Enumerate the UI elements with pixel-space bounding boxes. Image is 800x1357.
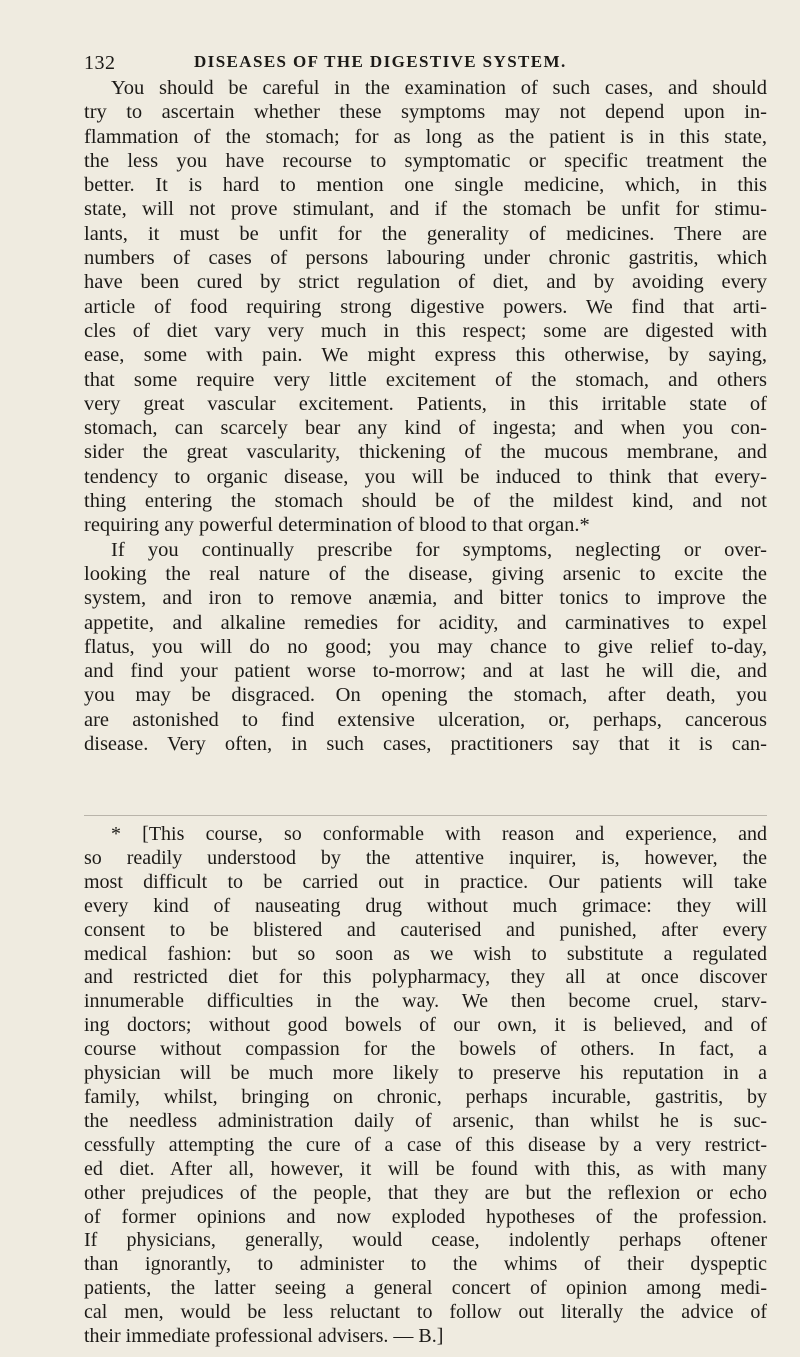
text-line: that some require very little excitement of the stomach, and others: [84, 368, 767, 391]
text-line: disease. Very often, in such cases, practitioners say that it is can-: [84, 733, 767, 756]
footnote-line: course without compassion for the bowels of others. In fact, a: [84, 1038, 767, 1061]
footnote-line: most difficult to be carried out in practice. Our patients will take: [84, 870, 767, 893]
footnote-line: of former opinions and now exploded hypotheses of the profession.: [84, 1205, 767, 1228]
footnote-line: the needless administration daily of arsenic, than whilst he is suc-: [84, 1109, 767, 1132]
text-line: very great vascular excitement. Patients, in this irritable state of: [84, 392, 767, 415]
text-line: ease, some with pain. We might express this otherwise, by saying,: [84, 344, 767, 367]
text-line: are astonished to find extensive ulceration, or, perhaps, cancerous: [84, 708, 767, 731]
footnote-line: innumerable difficulties in the way. We then become cruel, starv-: [84, 990, 767, 1013]
footnote-line: If physicians, generally, would cease, indolently perhaps oftener: [84, 1229, 767, 1252]
text-line: try to ascertain whether these symptoms may not depend upon in-: [84, 101, 767, 124]
footnote-line: cal men, would be less reluctant to follow out literally the advice of: [84, 1301, 767, 1324]
footnote-line: other prejudices of the people, that they are but the reflexion or echo: [84, 1181, 767, 1204]
footnote-line: patients, the latter seeing a general concert of opinion among medi-: [84, 1277, 767, 1300]
text-line: thing entering the stomach should be of the mildest kind, and not: [84, 490, 767, 513]
footnote: [84, 823, 767, 1349]
text-line: You should be careful in the examination of such cases, and should: [111, 77, 767, 99]
footnote-line: cessfully attempting the cure of a case of this disease by a very restrict-: [84, 1133, 767, 1156]
text-line: stomach, can scarcely bear any kind of ingesta; and when you con-: [84, 417, 767, 440]
text-line: tendency to organic disease, you will be induced to think that every-: [84, 465, 767, 488]
footnote-line: so readily understood by the attentive inquirer, is, however, the: [84, 846, 767, 869]
text-line: appetite, and alkaline remedies for acidity, and carminatives to expel: [84, 611, 767, 634]
text-line: flatus, you will do no good; you may chance to give relief to-day,: [84, 635, 767, 658]
text-line: you may be disgraced. On opening the stomach, after death, you: [84, 684, 767, 707]
footnote-line: medical fashion: but so soon as we wish to substitute a regulated: [84, 942, 767, 965]
footnote-line: and restricted diet for this polypharmacy, they all at once discover: [84, 966, 767, 989]
footnote-divider: [84, 815, 767, 816]
chapter-title: DISEASES OF THE DIGESTIVE SYSTEM.: [194, 52, 567, 71]
text-line: flammation of the stomach; for as long as the patient is in this state,: [84, 125, 767, 148]
text-line: and find your patient worse to-morrow; and at last he will die, and: [84, 660, 767, 683]
text-line: the less you have recourse to symptomatic or specific treatment the: [84, 149, 767, 172]
text-line: looking the real nature of the disease, giving arsenic to excite the: [84, 562, 767, 585]
footnote-line: family, whilst, bringing on chronic, perhaps incurable, gastritis, by: [84, 1085, 767, 1108]
page-number: 132: [84, 52, 116, 74]
text-line: state, will not prove stimulant, and if the stomach be unfit for stimu-: [84, 198, 767, 221]
footnote-line: every kind of nauseating drug without much grimace: they will: [84, 894, 767, 917]
text-line: numbers of cases of persons labouring under chronic gastritis, which: [84, 247, 767, 270]
footnote-line: physician will be much more likely to preserve his reputation in a: [84, 1062, 767, 1085]
footnote-line: ed diet. After all, however, it will be found with this, as with many: [84, 1157, 767, 1180]
text-line: If you continually prescribe for symptoms, neglecting or over-: [111, 538, 767, 561]
text-line: requiring any powerful determination of blood to that organ.*: [84, 514, 590, 537]
text-line: article of food requiring strong digestive powers. We find that arti-: [84, 295, 767, 318]
text-line: cles of diet vary very much in this respect; some are digested with: [84, 319, 767, 342]
text-line: better. It is hard to mention one single medicine, which, in this: [84, 174, 767, 197]
footnote-line: * [This course, so conformable with reason and experience, and: [111, 823, 767, 845]
text-line: have been cured by strict regulation of diet, and by avoiding every: [84, 271, 767, 294]
footnote-line: ing doctors; without good bowels of our own, it is believed, and of: [84, 1014, 767, 1037]
footnote-line: consent to be blistered and cauterised and punished, after every: [84, 918, 767, 941]
text-line: lants, it must be unfit for the generality of medicines. There are: [84, 222, 767, 245]
main-text: [84, 76, 767, 756]
footnote-line: than ignorantly, to administer to the whims of their dyspeptic: [84, 1253, 767, 1276]
text-line: sider the great vascularity, thickening of the mucous membrane, and: [84, 441, 767, 464]
text-line: system, and iron to remove anæmia, and bitter tonics to improve the: [84, 587, 767, 610]
footnote-line: their immediate professional advisers. — B.]: [84, 1325, 444, 1348]
